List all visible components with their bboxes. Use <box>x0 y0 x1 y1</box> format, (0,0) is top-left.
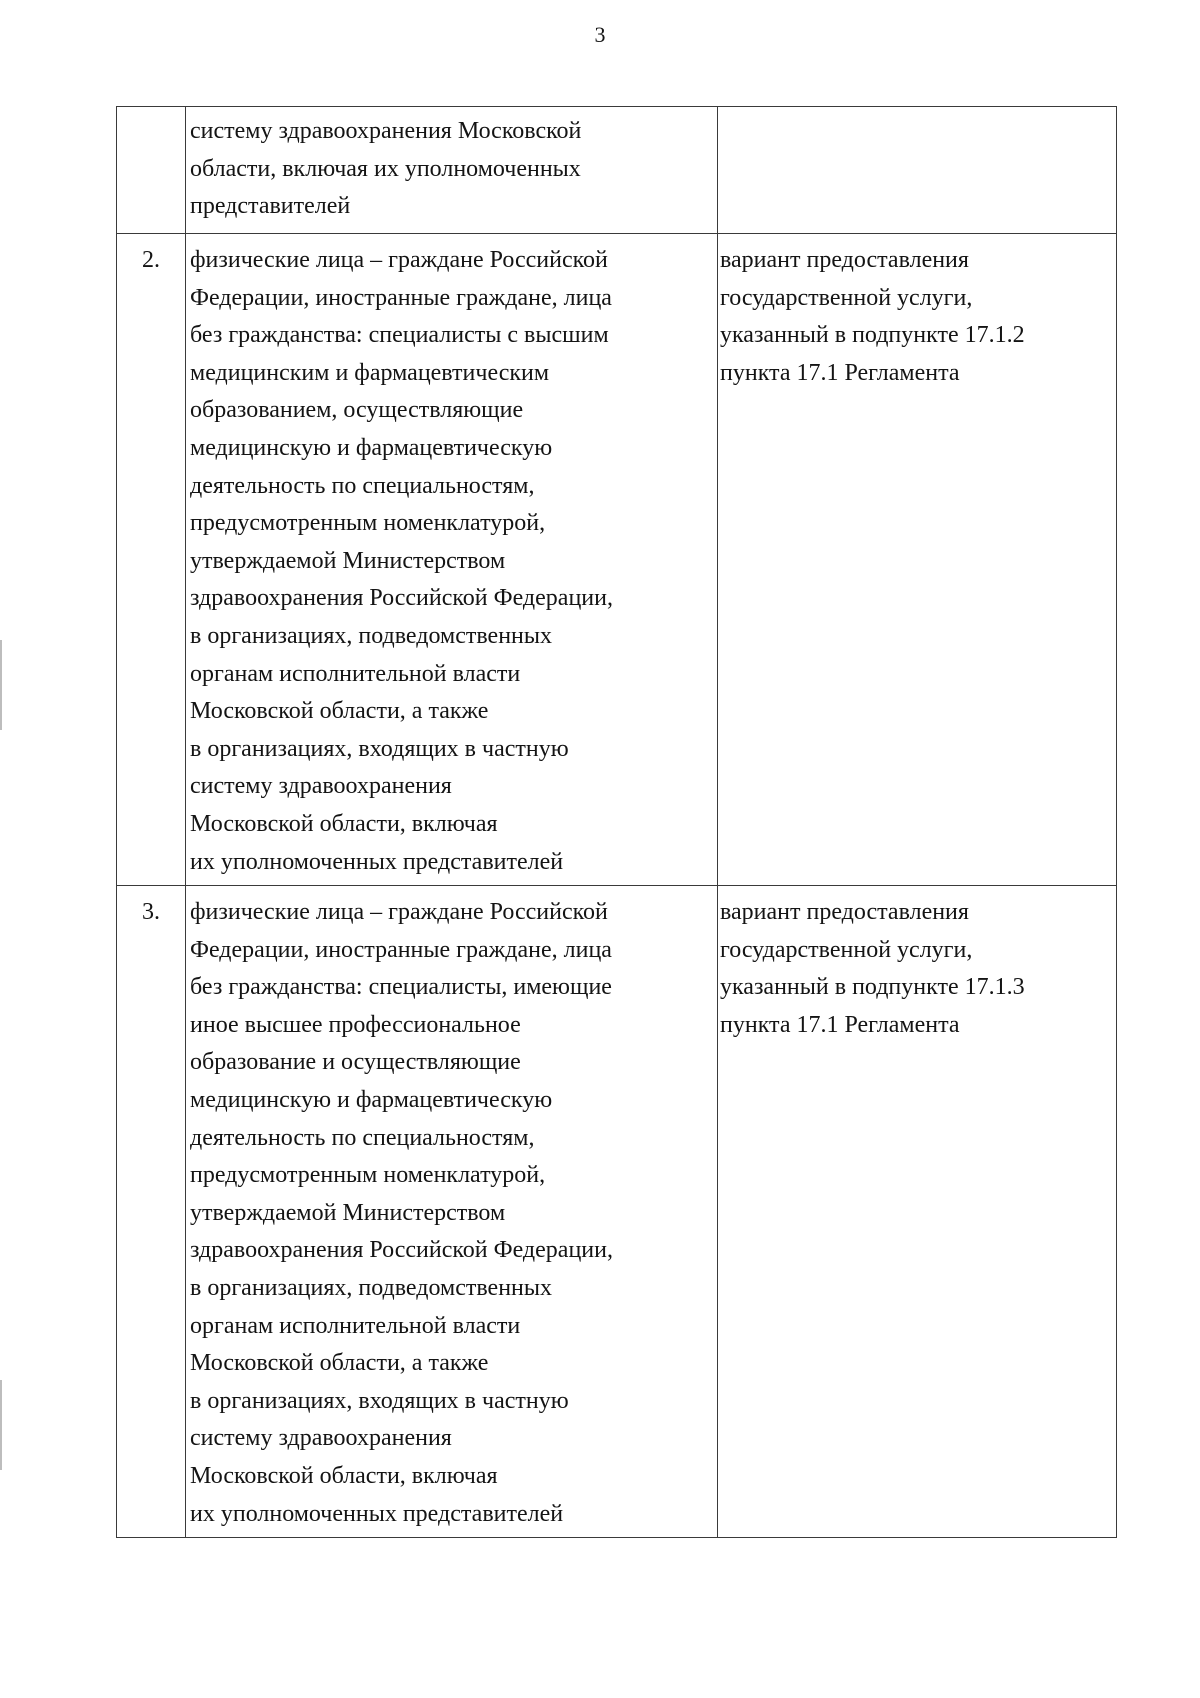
category-text-line: без гражданства: специалисты, имеющие <box>190 974 612 1001</box>
category-text-line: систему здравоохранения <box>190 1425 452 1452</box>
category-text-line: в организациях, входящих в частную <box>190 1387 569 1414</box>
category-text-line: утверждаемой Министерством <box>190 1199 506 1226</box>
category-text-line: предусмотренным номенклатурой, <box>190 1162 546 1189</box>
variant-text-line: вариант предоставления <box>720 899 969 926</box>
service-variant-cell <box>718 234 1117 886</box>
variant-text-line: государственной услуги, <box>720 936 973 963</box>
row-number-cell: 3. <box>117 886 186 1538</box>
category-text-line: без гражданства: специалисты с высшим <box>190 322 609 349</box>
category-text-line: иное высшее профессиональное <box>190 1011 521 1038</box>
category-text-line: Московской области, а также <box>190 698 489 725</box>
scan-edge-mark <box>0 1380 2 1470</box>
category-text-line: Федерации, иностранные граждане, лица <box>190 284 612 311</box>
variant-text-line: пункта 17.1 Регламента <box>720 1011 960 1038</box>
category-text-line: Московской области, включая <box>190 810 498 837</box>
category-text-line: здравоохранения Российской Федерации, <box>190 1237 613 1264</box>
category-text-line: систему здравоохранения <box>190 773 452 800</box>
category-text-line: области, включая их уполномоченных <box>190 155 581 182</box>
category-text-line: медицинским и фармацевтическим <box>190 359 550 386</box>
document-table <box>116 106 1117 1538</box>
category-text-line: Федерации, иностранные граждане, лица <box>190 936 612 963</box>
category-text-line: их уполномоченных представителей <box>190 848 564 875</box>
variant-text-line: указанный в подпункте 17.1.2 <box>720 322 1025 349</box>
applicant-category-cell <box>186 234 718 886</box>
category-text-line: представителей <box>190 193 351 220</box>
category-text-line: деятельность по специальностям, <box>190 472 535 499</box>
category-text-line: образованием, осуществляющие <box>190 397 524 424</box>
category-text-line: их уполномоченных представителей <box>190 1500 564 1527</box>
category-text-line: деятельность по специальностям, <box>190 1124 535 1151</box>
table-row <box>117 886 1117 1538</box>
row-number-cell: 2. <box>117 234 186 886</box>
scan-edge-mark <box>0 640 2 730</box>
category-text-line: в организациях, подведомственных <box>190 622 553 649</box>
variant-text-line: пункта 17.1 Регламента <box>720 359 960 386</box>
applicant-category-cell <box>186 886 718 1538</box>
category-text-line: утверждаемой Министерством <box>190 547 506 574</box>
category-text-line: органам исполнительной власти <box>190 1312 521 1339</box>
category-text-line: медицинскую и фармацевтическую <box>190 434 553 461</box>
category-text-line: органам исполнительной власти <box>190 660 521 687</box>
table-row <box>117 107 1117 234</box>
variant-text-line: вариант предоставления <box>720 247 969 273</box>
category-text-line: образование и осуществляющие <box>190 1049 521 1076</box>
category-text-line: в организациях, подведомственных <box>190 1275 553 1302</box>
category-text-line: Московской области, а также <box>190 1350 489 1377</box>
category-text-line: физические лица – граждане Российской <box>190 899 608 926</box>
category-text-line: физические лица – граждане Российской <box>190 247 608 273</box>
service-variant-cell <box>718 107 1117 234</box>
category-text-line: медицинскую и фармацевтическую <box>190 1087 553 1114</box>
row-number-cell <box>117 107 186 234</box>
applicant-category-cell <box>186 107 718 234</box>
category-text-line: Московской области, включая <box>190 1463 498 1489</box>
category-text-line: систему здравоохранения Московской <box>190 118 582 144</box>
variant-text-line: государственной услуги, <box>720 284 973 311</box>
table-row <box>117 234 1117 886</box>
table-body <box>117 107 1117 1538</box>
category-text-line: здравоохранения Российской Федерации, <box>190 585 613 612</box>
service-variant-cell <box>718 886 1117 1538</box>
category-text-line: в организациях, входящих в частную <box>190 735 569 762</box>
variant-text-line: указанный в подпункте 17.1.3 <box>720 974 1025 1001</box>
category-text-line: предусмотренным номенклатурой, <box>190 510 546 537</box>
page-number: 3 <box>594 22 606 47</box>
